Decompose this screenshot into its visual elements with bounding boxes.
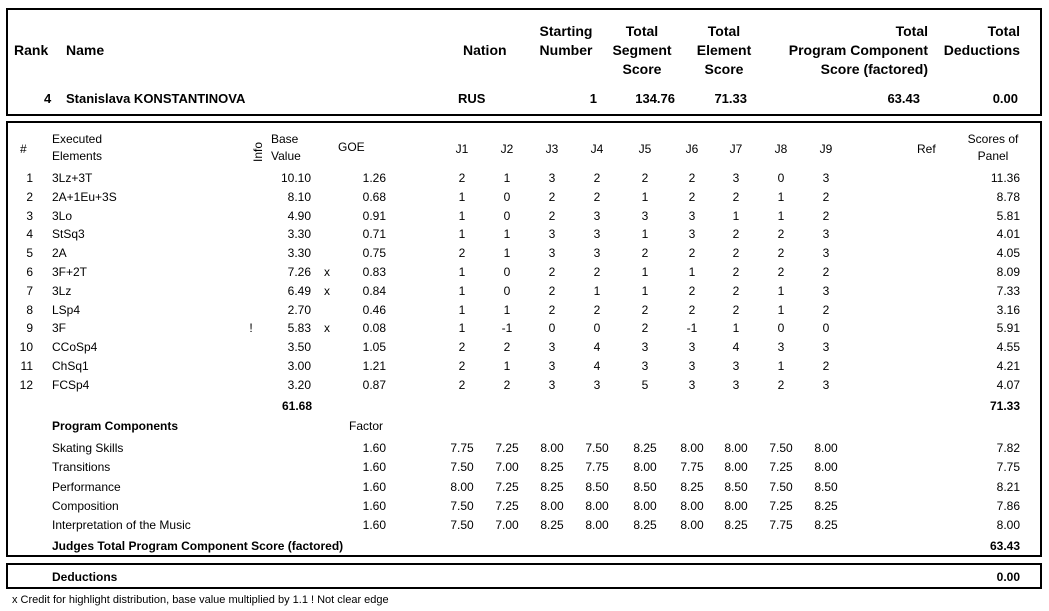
element-judge-3: 2 [548,303,556,317]
component-factor: 1.60 [362,518,386,532]
component-name: Composition [52,499,119,513]
element-judge-3: 2 [548,265,556,279]
element-judge-9: 2 [822,303,830,317]
element-goe: 0.84 [362,284,386,298]
element-number: 2 [26,190,33,204]
skater-total-segment-score: 134.76 [635,91,675,106]
col-goe-header: GOE [338,140,365,154]
element-base-value: 3.30 [287,246,311,260]
element-score: 11.36 [990,171,1020,185]
element-judge-6: 3 [688,340,696,354]
element-name: 3F+2T [52,265,88,279]
element-judge-7: 1 [732,209,740,223]
component-score: 7.82 [996,441,1020,455]
element-judge-2: 1 [503,359,511,373]
element-judge-7: 3 [732,359,740,373]
element-judge-3: 3 [548,359,556,373]
component-judge-3: 8.25 [540,518,564,532]
component-judge-6: 7.75 [680,460,704,474]
element-judge-2: 1 [503,303,511,317]
element-name: LSp4 [52,303,81,317]
element-judge-9: 3 [822,246,830,260]
element-judge-6: 3 [688,359,696,373]
component-judge-1: 7.75 [450,441,474,455]
component-judge-3: 8.25 [540,460,564,474]
component-judge-4: 8.00 [585,518,609,532]
element-judge-9: 3 [822,171,830,185]
element-number: 3 [26,209,33,223]
element-judge-5: 1 [641,190,649,204]
component-judge-1: 8.00 [450,480,474,494]
element-judge-3: 2 [548,209,556,223]
component-judge-6: 8.00 [680,441,704,455]
col-base-header-1: Base [271,132,299,146]
component-judge-4: 8.00 [585,499,609,513]
component-name: Performance [52,480,121,494]
component-score: 8.21 [996,480,1020,494]
element-goe: 0.08 [362,321,386,335]
skater-total-pcs: 63.43 [887,91,920,106]
element-judge-6: 2 [688,284,696,298]
component-judge-6: 8.25 [680,480,704,494]
component-judge-7: 8.00 [724,460,748,474]
skater-starting-number: 1 [589,91,597,106]
element-goe: 0.46 [362,303,386,317]
component-judge-7: 8.00 [724,499,748,513]
element-judge-3: 3 [548,340,556,354]
element-judge-3: 3 [548,246,556,260]
element-number: 8 [26,303,33,317]
col-executed-header-1: Executed [52,132,103,146]
element-number: 9 [26,321,33,335]
element-base-value: 8.10 [287,190,311,204]
element-score: 3.16 [996,303,1020,317]
base-value-total: 61.68 [281,399,312,413]
judge-header-6: J6 [685,142,699,156]
element-judge-4: 2 [593,303,601,317]
element-judge-2: -1 [501,321,513,335]
component-name: Skating Skills [52,441,124,455]
element-judge-9: 2 [822,359,830,373]
element-judge-5: 2 [641,303,649,317]
element-number: 7 [26,284,33,298]
element-judge-8: 1 [777,190,785,204]
element-judge-6: 3 [688,378,696,392]
component-judge-9: 8.25 [814,518,838,532]
element-judge-8: 0 [777,321,785,335]
component-judge-6: 8.00 [680,499,704,513]
element-judge-1: 2 [458,171,466,185]
component-judge-8: 7.25 [769,499,793,513]
component-factor: 1.60 [362,441,386,455]
element-judge-6: 3 [688,227,696,241]
element-base-value: 3.20 [287,378,311,392]
element-judge-5: 3 [641,359,649,373]
component-factor: 1.60 [362,499,386,513]
element-judge-6: 2 [688,190,696,204]
element-number: 6 [26,265,33,279]
element-name: ChSq1 [52,359,89,373]
element-judge-9: 2 [822,190,830,204]
component-judge-8: 7.50 [769,480,793,494]
elements-score-total: 71.33 [989,399,1020,413]
component-judge-5: 8.00 [633,460,657,474]
element-judge-1: 2 [458,378,466,392]
element-score: 4.55 [996,340,1020,354]
element-base-value: 3.50 [287,340,311,354]
element-judge-2: 1 [503,246,511,260]
component-judge-2: 7.25 [495,441,519,455]
component-judge-2: 7.25 [495,480,519,494]
component-judge-8: 7.50 [769,441,793,455]
judge-header-5: J5 [638,142,652,156]
element-judge-9: 3 [822,227,830,241]
element-judge-7: 2 [732,246,740,260]
element-judge-1: 1 [458,227,466,241]
element-judge-1: 1 [458,303,466,317]
element-judge-6: 2 [688,303,696,317]
component-judge-2: 7.25 [495,499,519,513]
component-judge-7: 8.00 [724,441,748,455]
element-goe: 1.05 [362,340,386,354]
component-judge-2: 7.00 [495,460,519,474]
element-name: 3Lz [52,284,72,298]
element-base-value: 2.70 [287,303,311,317]
element-judge-9: 2 [822,209,830,223]
component-judge-5: 8.25 [633,518,657,532]
col-scores-header: Scores of Panel [967,132,1019,163]
element-judge-2: 1 [503,171,511,185]
component-judge-2: 7.00 [495,518,519,532]
nation-label: Nation [463,42,507,58]
element-judge-4: 2 [593,171,601,185]
element-goe: 0.91 [362,209,386,223]
element-base-value: 3.30 [287,227,311,241]
element-name: FCSp4 [52,378,90,392]
element-goe: 1.21 [362,359,386,373]
element-judge-2: 1 [503,227,511,241]
component-judge-7: 8.25 [724,518,748,532]
component-score: 8.00 [996,518,1020,532]
element-judge-6: -1 [686,321,698,335]
element-number: 10 [19,340,33,354]
element-score: 7.33 [996,284,1020,298]
element-judge-7: 2 [732,227,740,241]
element-judge-8: 2 [777,378,785,392]
element-judge-1: 2 [458,246,466,260]
element-judge-7: 1 [732,321,740,335]
judge-header-4: J4 [590,142,604,156]
element-judge-8: 1 [777,284,785,298]
element-judge-1: 1 [458,284,466,298]
col-base-header-2: Value [271,149,301,163]
component-factor: 1.60 [362,460,386,474]
element-score: 4.07 [996,378,1020,392]
element-judge-4: 3 [593,378,601,392]
component-judge-4: 7.50 [585,441,609,455]
element-judge-5: 1 [641,265,649,279]
element-judge-1: 1 [458,190,466,204]
skater-name: Stanislava KONSTANTINOVA [66,91,246,106]
element-judge-6: 2 [688,171,696,185]
skater-total-element-score: 71.33 [714,91,747,106]
element-judge-4: 1 [593,284,601,298]
element-base-value: 7.26 [287,265,311,279]
element-base-value: 4.90 [287,209,311,223]
total-deductions-label: Total Deductions [943,23,1020,58]
judge-header-9: J9 [819,142,833,156]
judge-header-1: J1 [455,142,469,156]
element-name: StSq3 [52,227,85,241]
component-judge-5: 8.50 [633,480,657,494]
total-segment-score-label: Total Segment Score [612,23,672,77]
element-judge-5: 1 [641,227,649,241]
element-judge-8: 1 [777,209,785,223]
element-name: 3Lo [52,209,73,223]
element-judge-9: 3 [822,340,830,354]
element-judge-4: 3 [593,227,601,241]
element-number: 5 [26,246,33,260]
element-judge-4: 3 [593,246,601,260]
element-judge-1: 2 [458,340,466,354]
element-judge-2: 2 [503,378,511,392]
element-judge-9: 0 [822,321,830,335]
element-judge-5: 2 [641,171,649,185]
element-judge-8: 1 [777,303,785,317]
element-name: CCoSp4 [52,340,98,354]
element-judge-5: 2 [641,246,649,260]
component-judge-4: 8.50 [585,480,609,494]
footnote: x Credit for highlight distribution, base value multiplied by 1.1 ! Not clear edge [12,594,389,606]
element-score: 5.81 [996,209,1020,223]
element-base-value: 3.00 [287,359,311,373]
element-info: ! [249,321,253,335]
component-factor: 1.60 [362,480,386,494]
col-executed-header-2: Elements [52,149,103,163]
element-name: 2A+1Eu+3S [52,190,117,204]
component-name: Transitions [52,460,111,474]
component-judge-9: 8.00 [814,441,838,455]
element-judge-3: 3 [548,227,556,241]
element-score: 4.05 [996,246,1020,260]
element-name: 3F [52,321,67,335]
element-number: 11 [20,359,33,373]
deductions-value: 0.00 [996,570,1020,584]
element-judge-7: 2 [732,284,740,298]
col-num-header: # [20,142,27,156]
element-name: 2A [52,246,67,260]
element-judge-4: 4 [593,359,601,373]
element-judge-4: 2 [593,190,601,204]
element-judge-8: 2 [777,265,785,279]
component-judge-5: 8.00 [633,499,657,513]
element-x-mark: x [324,321,330,335]
component-judge-1: 7.50 [450,518,474,532]
element-judge-5: 2 [641,321,649,335]
deductions-box [6,563,1042,589]
element-score: 5.91 [996,321,1020,335]
skater-total-deductions: 0.00 [992,91,1018,106]
element-number: 12 [19,378,33,392]
component-judge-8: 7.25 [769,460,793,474]
element-judge-6: 3 [688,209,696,223]
name-label: Name [66,42,105,58]
element-judge-3: 2 [548,284,556,298]
element-judge-8: 2 [777,246,785,260]
component-judge-3: 8.25 [540,480,564,494]
program-components-title: Program Components [52,419,179,433]
component-judge-9: 8.00 [814,460,838,474]
element-judge-7: 3 [732,378,740,392]
component-score: 7.75 [996,460,1020,474]
pcs-total-value: 63.43 [989,539,1020,553]
component-judge-8: 7.75 [769,518,793,532]
component-judge-1: 7.50 [450,499,474,513]
element-judge-4: 4 [593,340,601,354]
component-name: Interpretation of the Music [52,518,191,532]
judge-header-3: J3 [545,142,559,156]
element-judge-7: 3 [732,171,740,185]
element-base-value: 6.49 [287,284,311,298]
element-judge-7: 4 [732,340,740,354]
component-judge-3: 8.00 [540,499,564,513]
element-score: 4.21 [996,359,1020,373]
factor-header: Factor [349,419,384,433]
col-info-header: Info [251,141,265,162]
element-judge-9: 3 [822,378,830,392]
total-element-score-label: Total Element Score [696,23,752,77]
element-judge-2: 0 [503,209,511,223]
component-judge-9: 8.50 [814,480,838,494]
element-judge-3: 3 [548,378,556,392]
element-number: 1 [26,171,33,185]
element-score: 8.78 [996,190,1020,204]
starting-number-label: Starting Number [539,23,593,58]
element-goe: 0.75 [362,246,386,260]
element-judge-8: 1 [777,359,785,373]
deductions-label: Deductions [52,570,118,584]
component-judge-3: 8.00 [540,441,564,455]
element-judge-2: 0 [503,265,511,279]
pcs-total-label: Judges Total Program Component Score (factored) [52,539,344,553]
judge-header-7: J7 [729,142,743,156]
element-goe: 0.68 [362,190,386,204]
element-judge-5: 3 [641,340,649,354]
component-judge-1: 7.50 [450,460,474,474]
element-judge-9: 2 [822,265,830,279]
element-judge-7: 2 [732,303,740,317]
component-judge-5: 8.25 [633,441,657,455]
element-judge-5: 5 [641,378,649,392]
element-score: 8.09 [996,265,1020,279]
element-judge-2: 2 [503,340,511,354]
element-judge-6: 1 [688,265,696,279]
element-goe: 0.83 [362,265,386,279]
element-judge-7: 2 [732,265,740,279]
element-judge-1: 2 [458,359,466,373]
element-judge-9: 3 [822,284,830,298]
element-judge-1: 1 [458,321,466,335]
element-base-value: 10.10 [280,171,311,185]
element-judge-1: 1 [458,209,466,223]
skater-nation: RUS [458,91,486,106]
element-goe: 0.87 [362,378,386,392]
component-judge-7: 8.50 [724,480,748,494]
element-judge-4: 2 [593,265,601,279]
element-x-mark: x [324,284,330,298]
element-judge-8: 3 [777,340,785,354]
element-judge-3: 2 [548,190,556,204]
rank-label: Rank [14,42,49,58]
component-judge-6: 8.00 [680,518,704,532]
element-number: 4 [26,227,33,241]
judge-header-8: J8 [774,142,788,156]
element-score: 4.01 [996,227,1020,241]
element-judge-5: 3 [641,209,649,223]
element-x-mark: x [324,265,330,279]
col-ref-header: Ref [917,142,936,156]
element-judge-3: 3 [548,171,556,185]
element-judge-8: 0 [777,171,785,185]
element-name: 3Lz+3T [52,171,93,185]
component-judge-4: 7.75 [585,460,609,474]
element-judge-6: 2 [688,246,696,260]
element-judge-7: 2 [732,190,740,204]
element-goe: 0.71 [362,227,386,241]
element-goe: 1.26 [362,171,386,185]
element-judge-1: 1 [458,265,466,279]
element-judge-4: 0 [593,321,601,335]
judge-header-2: J2 [500,142,514,156]
element-judge-8: 2 [777,227,785,241]
element-judge-4: 3 [593,209,601,223]
component-score: 7.86 [996,499,1020,513]
element-judge-2: 0 [503,190,511,204]
element-base-value: 5.83 [287,321,311,335]
element-judge-5: 1 [641,284,649,298]
total-pcs-label: Total Program Component Score (factored) [788,23,928,77]
skater-rank: 4 [44,91,52,106]
component-judge-9: 8.25 [814,499,838,513]
element-judge-2: 0 [503,284,511,298]
element-judge-3: 0 [548,321,556,335]
